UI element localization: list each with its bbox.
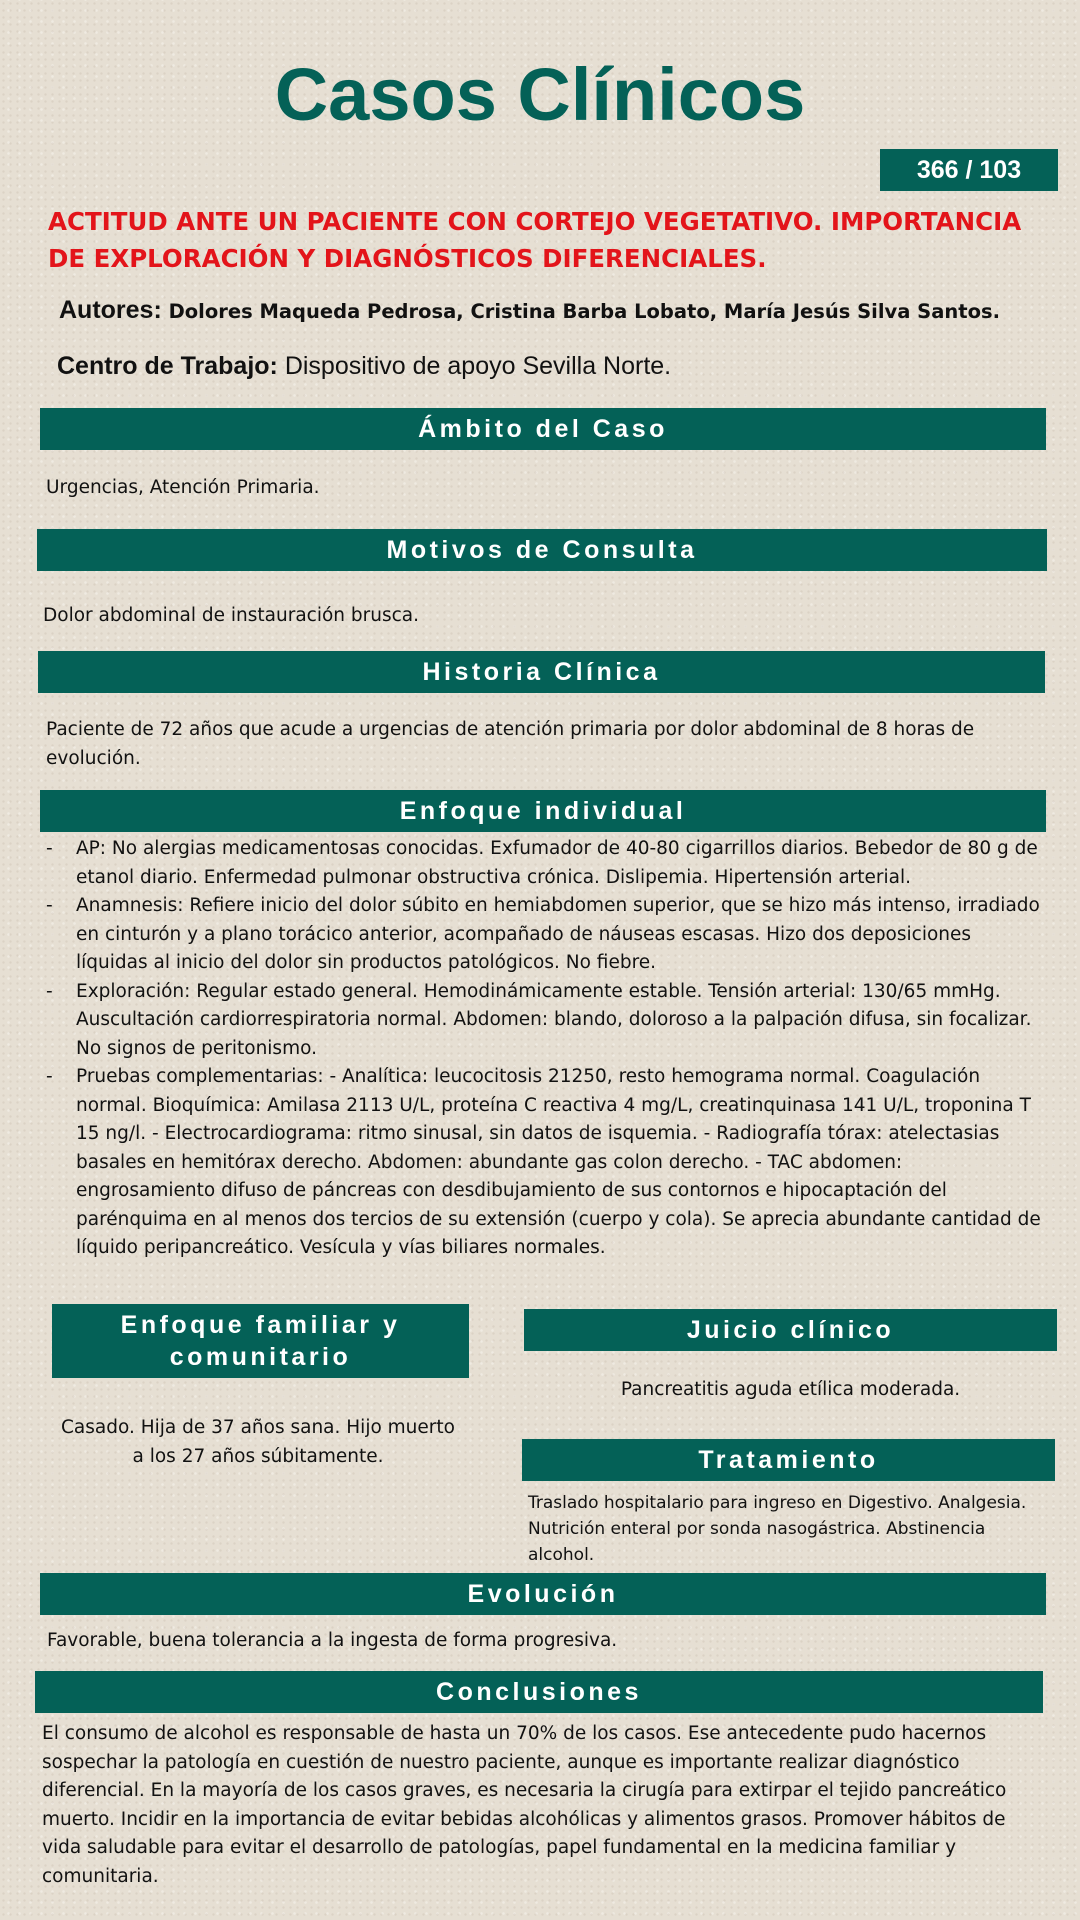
list-item: - Pruebas complementarias: - Analítica: leucocitosis 21250, resto hemograma normal. Coagulación normal. Bioquímica: Amilasa 2113 U/L, proteína C reactiva 4 mg/L, creatinquinasa 141 U/L, troponina T 15 ng/l. - Electrocardiograma: ritmo sinusal, sin datos de isquemia. - Radiografía tórax: atelectasias basales en hemitórax derecho. Abdomen: abundante gas colon derecho. - TAC abdomen: engrosamiento difuso de páncreas con desdibujamiento de sus contornos e hipocaptación del parénquima en al menos dos tercios de su extensión (cuerpo y cola). Se aprecia abundante cantidad de líquido peripancreático. Vesícula y vías biliares normales.	[46, 1063, 1046, 1263]
authors-line	[59, 296, 1069, 325]
section-header-familiar: Enfoque familiar y comunitario	[52, 1304, 469, 1378]
section-text-motivos: Dolor abdominal de instauración brusca.	[43, 605, 419, 626]
section-text-tratamiento: Traslado hospitalario para ingreso en Digestivo. Analgesia. Nutrición enteral por sonda nasogástrica. Abstinencia alcohol.	[528, 1493, 1027, 1565]
section-header-individual: Enfoque individual	[40, 790, 1046, 832]
list-item: - Exploración: Regular estado general. Hemodinámicamente estable. Tensión arterial: 130/65 mmHg. Auscultación cardiorrespiratoria normal. Abdomen: blando, doloroso a la palpación difusa, sin focalizar. No signos de peritonismo.	[46, 978, 1046, 1064]
section-text-conclusiones: El consumo de alcohol es responsable de hasta un 70% de los casos. Ese antecedente pudo hacernos sospechar la patología en cuestión de nuestro paciente, aunque es importante realizar diagnóstico diferencial. En la mayoría de los casos graves, es necesaria la cirugía para extirpar el tejido pancreático muerto. Incidir en la importancia de evitar bebidas alcohólicas y alimentos grasos. Promover hábitos de vida saludable para evitar el desarrollo de patologías, papel fundamental en la medicina familiar y comunitaria.	[42, 1723, 1007, 1887]
section-header-evolucion: Evolución	[40, 1573, 1046, 1615]
section-header-historia: Historia Clínica	[38, 651, 1045, 693]
section-header-tratamiento: Tratamiento	[522, 1439, 1055, 1481]
work-center-line	[57, 352, 1057, 381]
section-list-individual	[46, 835, 1046, 1263]
list-item: - AP: No alergias medicamentosas conocidas. Exfumador de 40-80 cigarrillos diarios. Bebedor de 80 g de etanol diario. Enfermedad pulmonar obstructiva crónica. Dislipemia. Hipertensión arterial.	[46, 835, 1046, 892]
work-center-label: Centro de Trabajo:	[57, 352, 278, 380]
section-header-motivos: Motivos de Consulta	[37, 529, 1047, 571]
section-header-ambito: Ámbito del Caso	[40, 408, 1046, 450]
work-center-value: Dispositivo de apoyo Sevilla Norte.	[284, 352, 672, 380]
authors-names: Dolores Maqueda Pedrosa, Cristina Barba Lobato, María Jesús Silva Santos.	[168, 300, 1001, 323]
section-text-historia: Paciente de 72 años que acude a urgencias de atención primaria por dolor abdominal de 8 horas de evolución.	[46, 719, 975, 769]
case-title: ACTITUD ANTE UN PACIENTE CON CORTEJO VEGETATIVO. IMPORTANCIA DE EXPLORACIÓN Y DIAGNÓSTICOS DIFERENCIALES.	[48, 207, 1022, 273]
list-item: - Anamnesis: Refiere inicio del dolor súbito en hemiabdomen superior, que se hizo más intenso, irradiado en cinturón y a plano torácico anterior, acompañado de náuseas escasas. Hizo dos deposiciones líquidas al inicio del dolor sin productos patológicos. No fiebre.	[46, 892, 1046, 978]
page-title: Casos Clínicos	[274, 53, 806, 136]
section-text-juicio: Pancreatitis aguda etílica moderada.	[620, 1379, 961, 1400]
page-number-badge: 366 / 103	[880, 149, 1058, 191]
section-header-conclusiones: Conclusiones	[35, 1671, 1043, 1713]
section-text-ambito: Urgencias, Atención Primaria.	[46, 477, 320, 498]
authors-label: Autores:	[59, 296, 162, 324]
section-text-evolucion: Favorable, buena tolerancia a la ingesta de forma progresiva.	[47, 1630, 618, 1651]
section-text-familiar: Casado. Hija de 37 años sana. Hijo muerto a los 27 años súbitamente.	[61, 1417, 455, 1467]
section-header-juicio: Juicio clínico	[524, 1309, 1057, 1351]
